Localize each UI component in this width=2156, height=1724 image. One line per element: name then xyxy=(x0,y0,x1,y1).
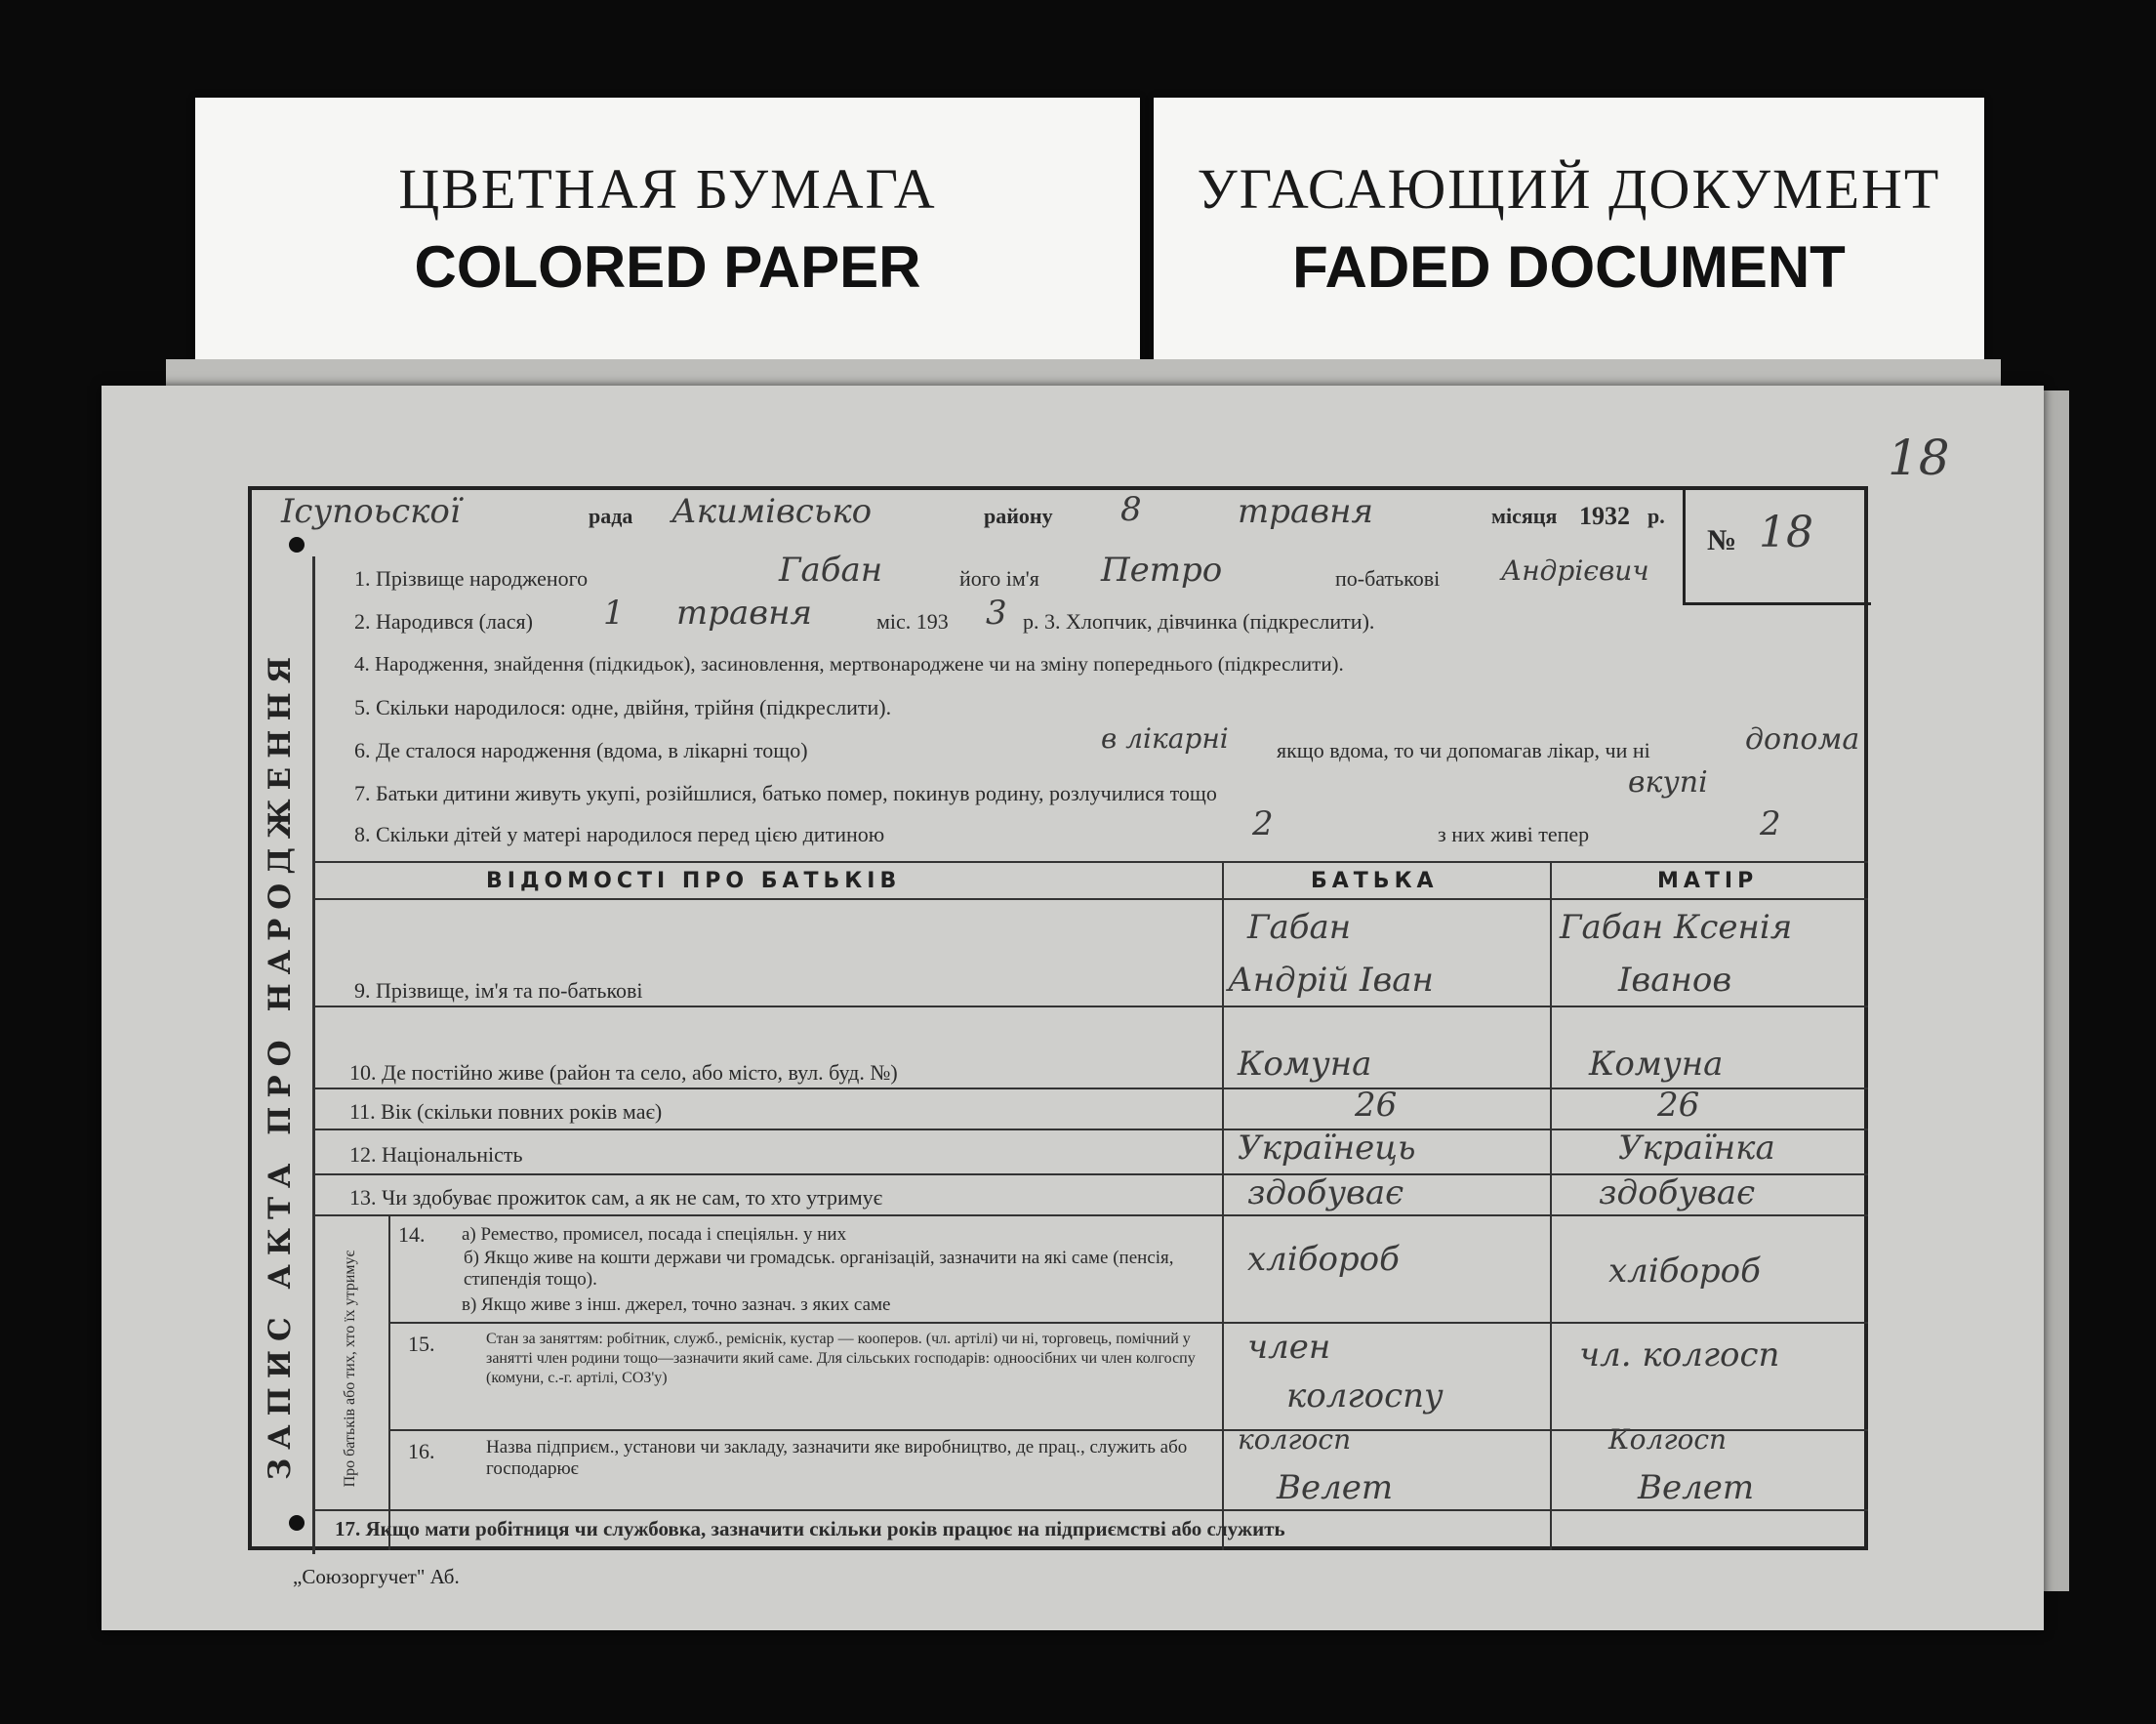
mother-age-hand: 26 xyxy=(1657,1086,1700,1125)
table-header-mother: МАТІР xyxy=(1657,869,1759,893)
patronymic-hand: Андрієвич xyxy=(1501,554,1649,587)
line-1-name-label: його ім'я xyxy=(959,566,1039,591)
table-header-father: БАТЬКА xyxy=(1311,869,1439,893)
faded-document-tag xyxy=(1154,98,1984,361)
line-8-label: 8. Скільки дітей у матері народилося перед цією дитиною xyxy=(354,822,885,846)
row-10-rule xyxy=(312,1088,1868,1089)
colored-paper-ru: ЦВЕТНАЯ БУМАГА xyxy=(398,157,937,221)
father-status-line1: член xyxy=(1247,1328,1331,1367)
birth-record-card xyxy=(102,386,2044,1630)
children-alive-hand: 2 xyxy=(1760,804,1781,843)
mother-nationality-hand: Українка xyxy=(1618,1129,1775,1168)
mother-name-line2: Іванов xyxy=(1618,961,1732,1000)
mother-occupation-hand: хлібороб xyxy=(1608,1252,1761,1291)
sub-sidebar-rule xyxy=(388,1214,390,1550)
sidebar-title: ЗАПИС АКТА ПРО НАРОДЖЕННЯ xyxy=(263,647,298,1481)
name-hand: Петро xyxy=(1101,551,1223,590)
father-enterprise-line2: Велет xyxy=(1277,1468,1394,1507)
line-14b: б) Якщо живе на кошти держави чи громадськ. організацій, зазначити на які саме (пенсія, стипендія тощо). xyxy=(464,1248,1174,1290)
sidebar xyxy=(248,556,315,1554)
line-13-label: 13. Чи здобуває прожиток сам, а як не сам, то хто утримує xyxy=(349,1185,883,1210)
line-7-label: 7. Батьки дитини живуть укупі, розійшлися, батько помер, покинув родину, розлучилися тощо xyxy=(354,781,1217,805)
year-value: 1932 xyxy=(1579,502,1630,530)
line-6b-label: якщо вдома, то чи допомагав лікар, чи ні xyxy=(1277,738,1650,762)
month-label: місяця xyxy=(1491,504,1558,528)
row-13-rule xyxy=(312,1214,1868,1216)
line-14c: в) Якщо живе з інш. джерел, точно зазнач. з яких саме xyxy=(462,1294,891,1315)
record-number-label: № xyxy=(1707,524,1737,556)
year-r: р. xyxy=(1648,504,1665,528)
record-number: 18 xyxy=(1759,508,1813,557)
line-6-label: 6. Де сталося народження (вдома, в лікарні тощо) xyxy=(354,738,808,762)
father-self-hand: здобуває xyxy=(1247,1173,1404,1212)
birth-place-hand: в лікарні xyxy=(1101,722,1229,755)
line-11-label: 11. Вік (скільки повних років має) xyxy=(349,1099,663,1124)
line-8b-label: з них живі тепер xyxy=(1438,822,1590,846)
father-name-line2: Андрій Іван xyxy=(1228,961,1434,1000)
father-name-line1: Габан xyxy=(1247,908,1352,947)
father-age-hand: 26 xyxy=(1355,1086,1398,1125)
table-top-rule xyxy=(312,861,1868,863)
line-2-mis: міс. 193 xyxy=(876,609,949,634)
line-4-label: 4. Народження, знайдення (підкидьок), засиновлення, мертвонароджене чи на зміну попереднього (підкреслити). xyxy=(354,652,1344,676)
line-5-label: 5. Скільки народилося: одне, двійня, трійня (підкреслити). xyxy=(354,695,892,719)
father-status-line2: колгоспу xyxy=(1286,1376,1444,1416)
printer-mark: „Союзоргучет" Аб. xyxy=(293,1565,460,1588)
father-enterprise-line1: колгосп xyxy=(1238,1423,1352,1456)
father-col-rule xyxy=(1222,861,1224,1550)
table-header-main: ВІДОМОСТІ ПРО БАТЬКІВ xyxy=(486,869,902,893)
birth-form xyxy=(248,486,1868,1550)
rayon-label: району xyxy=(984,504,1053,528)
table-header-rule xyxy=(312,898,1868,900)
day-hand: 8 xyxy=(1120,490,1142,529)
faded-document-en: FADED DOCUMENT xyxy=(1292,234,1846,300)
line-10-label: 10. Де постійно живе (район та село, або місто, вул. буд. №) xyxy=(349,1060,898,1085)
faded-document-ru: УГАСАЮЩИЙ ДОКУМЕНТ xyxy=(1197,157,1941,221)
line-14a: а) Ремество, промисел, посада і спеціяльн. у них xyxy=(462,1224,847,1245)
birth-month-hand: травня xyxy=(676,594,812,633)
mother-enterprise-line2: Велет xyxy=(1638,1468,1755,1507)
district-hand: Акимівсько xyxy=(671,492,873,531)
record-number-box xyxy=(1683,490,1871,605)
month-hand: травня xyxy=(1238,492,1373,531)
father-residence-hand: Комуна xyxy=(1238,1045,1372,1084)
mother-status-hand: чл. колгосп xyxy=(1579,1335,1780,1375)
birth-year-digit-hand: 3 xyxy=(986,594,1007,633)
line-15-text: Стан за заняттям: робітник, служб., реміснік, кустар — кооперов. (чл. артілі) чи ні, торговець, помічний у занятті член родини тощо—зазначити який саме. Для сільських господарів: одноосібних чи член колгоспу (комуни, с.-г. артілі, СОЗ'у) xyxy=(486,1331,1196,1386)
mother-name-line1: Габан Ксенія xyxy=(1560,908,1793,947)
mother-enterprise-line1: Колгосп xyxy=(1608,1423,1728,1456)
line-12-label: 12. Національність xyxy=(349,1142,523,1167)
father-nationality-hand: Українець xyxy=(1238,1129,1416,1168)
line-16-num: 16. xyxy=(408,1439,435,1463)
colored-paper-en: COLORED PAPER xyxy=(414,234,921,300)
line-9-label: 9. Прізвище, ім'я та по-батькові xyxy=(354,978,643,1003)
parents-status-hand: вкупі xyxy=(1628,765,1708,800)
village-hand: Ісупоьскої xyxy=(281,492,461,531)
surname-hand: Габан xyxy=(779,551,883,590)
father-occupation-hand: хлібороб xyxy=(1247,1240,1400,1279)
colored-paper-tag xyxy=(195,98,1140,361)
birth-day-hand: 1 xyxy=(603,594,625,633)
line-14-num: 14. xyxy=(398,1222,426,1247)
line-15-num: 15. xyxy=(408,1332,435,1356)
sidebar-parents-label: Про батьків або тих, хто їх утримує xyxy=(342,1250,358,1488)
mother-residence-hand: Комуна xyxy=(1589,1045,1724,1084)
corner-number: 18 xyxy=(1888,430,1950,486)
line-17-label: 17. Якщо мати робітниця чи службовка, зазначити скільки років працює на підприємстві або служить xyxy=(335,1517,1285,1540)
row-16-rule xyxy=(312,1509,1868,1511)
mother-self-hand: здобуває xyxy=(1599,1173,1756,1212)
line-2-sex: р. 3. Хлопчик, дівчинка (підкреслити). xyxy=(1023,609,1375,634)
line-1-label: 1. Прізвище народженого xyxy=(354,566,589,591)
help-hand: допома xyxy=(1745,722,1860,757)
line-16-text: Назва підприєм., установи чи закладу, зазначити яке виробництво, де прац., служить або господарює xyxy=(486,1437,1188,1479)
line-1-patr-label: по-батькові xyxy=(1335,566,1441,591)
rada-label: рада xyxy=(589,504,633,528)
punch-hole-top xyxy=(289,537,305,553)
row-9-rule xyxy=(312,1006,1868,1007)
line-2-label: 2. Народився (лася) xyxy=(354,609,533,634)
children-before-hand: 2 xyxy=(1252,804,1274,843)
mother-col-rule xyxy=(1550,861,1552,1550)
row-14-rule xyxy=(388,1322,1868,1324)
